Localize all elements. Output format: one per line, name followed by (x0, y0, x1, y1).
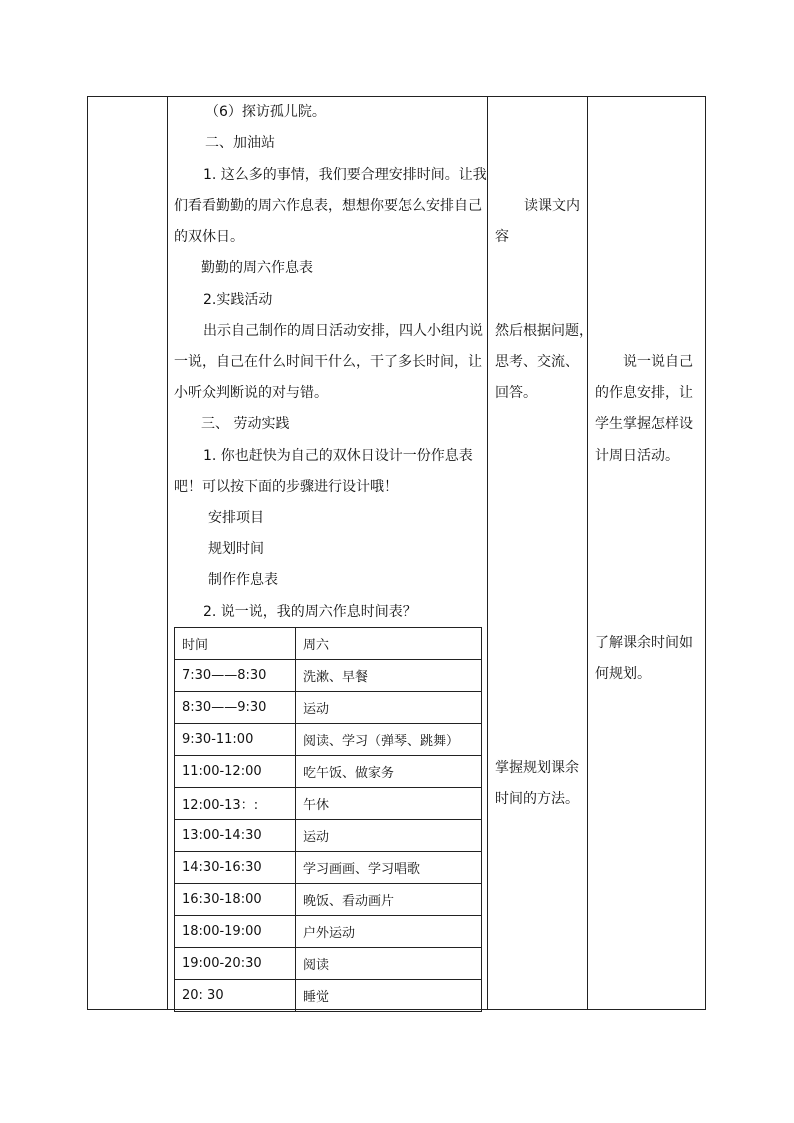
text-line: 掌握规划课余 (495, 760, 579, 776)
activity-cell: 运动 (296, 820, 482, 852)
text-line: 说一说自己 (623, 354, 693, 370)
text-line: 勤勤的周六作息表 (201, 260, 313, 276)
activity-cell: 晚饭、看动画片 (296, 884, 482, 916)
text-line: （6）探访孤儿院。 (205, 104, 326, 120)
table-row (175, 948, 482, 980)
text-line: 然后根据问题， (495, 323, 593, 339)
time-cell: 14:30-16:30 (175, 852, 296, 884)
table-row (175, 692, 482, 724)
time-cell: 11:00-12:00 (175, 756, 296, 788)
text-line: 何规划。 (595, 666, 651, 682)
text-line: 吧！可以按下面的步骤进行设计哦！ (174, 479, 398, 495)
table-row (175, 788, 482, 820)
step-item: 规划时间 (208, 541, 264, 557)
text-line: 1. 这么多的事情，我们要合理安排时间。让我 (203, 167, 487, 183)
table-header-cell: 时间 (175, 628, 296, 660)
activity-cell: 吃午饭、做家务 (296, 756, 482, 788)
text-line: 的双休日。 (174, 229, 244, 245)
time-cell: 8:30——9:30 (175, 692, 296, 724)
time-cell: 19:00-20:30 (175, 948, 296, 980)
text-line: 1. 你也赶快为自己的双休日设计一份作息表 (203, 448, 473, 464)
time-cell: 18:00-19:00 (175, 916, 296, 948)
activity-cell: 阅读、学习（弹琴、跳舞） (296, 724, 482, 756)
text-line: 时间的方法。 (495, 791, 579, 807)
text-line: 思考、交流、 (495, 354, 579, 370)
text-line: 一说，自己在什么时间干什么，干了多长时间，让 (174, 354, 482, 370)
activity-cell: 洗漱、早餐 (296, 660, 482, 692)
table-row (175, 916, 482, 948)
time-cell: 20: 30 (175, 980, 296, 1012)
section-heading: 三、 劳动实践 (201, 416, 290, 432)
table-row (175, 756, 482, 788)
text-line: 学生掌握怎样设 (595, 416, 693, 432)
table-row (175, 852, 482, 884)
text-line: 的作息安排，让 (595, 385, 693, 401)
text-line: 2. 说一说，我的周六作息时间表？ (203, 604, 417, 620)
text-line: 出示自己制作的周日活动安排，四人小组内说 (203, 323, 483, 339)
table-row (175, 660, 482, 692)
step-item: 安排项目 (208, 510, 264, 526)
column-divider (167, 96, 168, 1010)
activity-cell: 学习画画、学习唱歌 (296, 852, 482, 884)
time-cell: 16:30-18:00 (175, 884, 296, 916)
activity-cell: 运动 (296, 692, 482, 724)
table-row (175, 980, 482, 1012)
time-cell: 9:30-11:00 (175, 724, 296, 756)
saturday-schedule-table (174, 627, 482, 1012)
time-cell: 13:00-14:30 (175, 820, 296, 852)
step-item: 制作作息表 (208, 572, 278, 588)
text-line: 读课文内 (524, 198, 580, 214)
column-divider (587, 96, 588, 1010)
activity-cell: 午休 (296, 788, 482, 820)
section-heading: 二、加油站 (205, 135, 275, 151)
table-header-cell: 周六 (296, 628, 482, 660)
text-line: 们看看勤勤的周六作息表，想想你要怎么安排自己 (174, 198, 482, 214)
activity-cell: 户外运动 (296, 916, 482, 948)
activity-cell: 阅读 (296, 948, 482, 980)
text-line: 回答。 (495, 385, 537, 401)
section-heading: 2.实践活动 (203, 292, 273, 308)
table-header-row (175, 628, 482, 660)
column-divider (487, 96, 488, 1010)
text-line: 了解课余时间如 (595, 635, 693, 651)
table-row (175, 884, 482, 916)
text-line: 小听众判断说的对与错。 (174, 385, 328, 401)
activity-cell: 睡觉 (296, 980, 482, 1012)
table-row (175, 820, 482, 852)
table-row (175, 724, 482, 756)
time-cell: 12:00-13：: (175, 788, 296, 820)
text-line: 计周日活动。 (595, 448, 679, 464)
time-cell: 7:30——8:30 (175, 660, 296, 692)
text-line: 容 (495, 229, 509, 245)
